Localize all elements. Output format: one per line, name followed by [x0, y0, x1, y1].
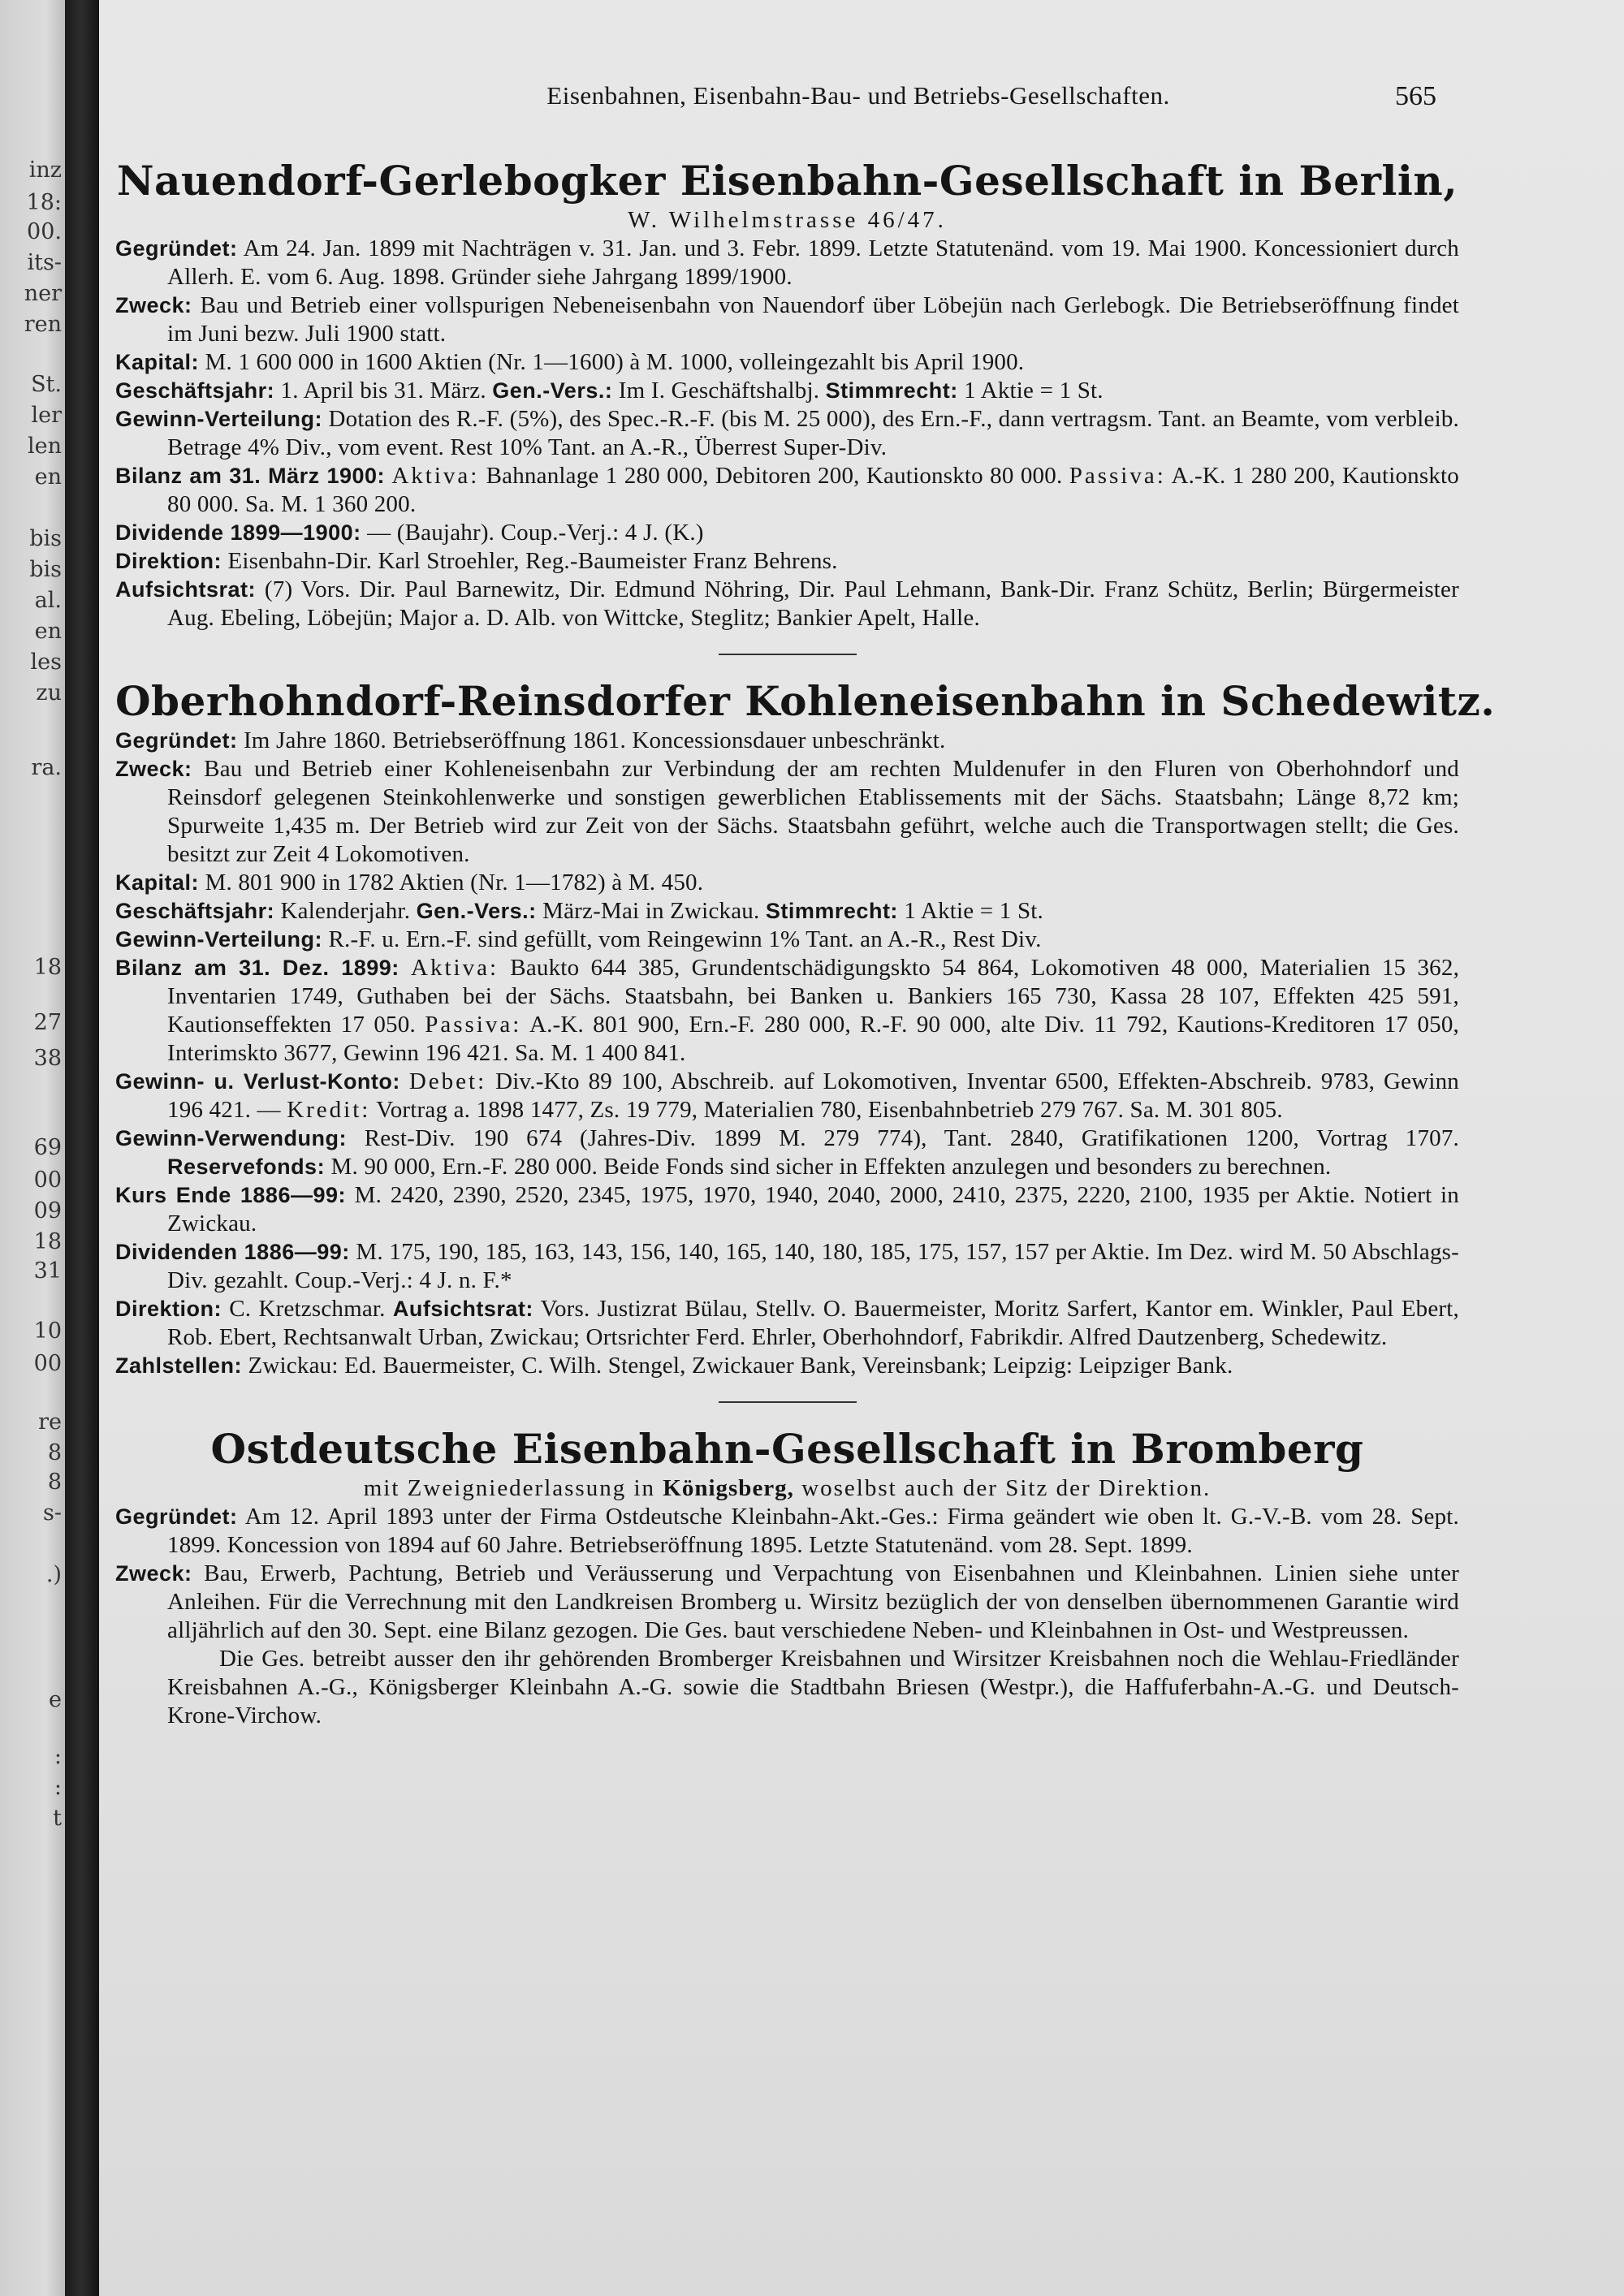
entry-text: Bahnanlage 1 280 000, Debitoren 200, Kautionskto 80 000. [486, 463, 1063, 489]
entry-subhead: Passiva: [425, 1012, 522, 1038]
entry-text: Eisenbahn-Dir. Karl Stroehler, Reg.-Baumeister Franz Behrens. [227, 548, 838, 574]
entry-text: Vortrag a. 1898 1477, Zs. 19 779, Materialien 780, Eisenbahnbetrieb 279 767. Sa. M. 301 805. [376, 1097, 1283, 1123]
margin-fragment: en [34, 464, 62, 490]
margin-fragment: 69 [33, 1135, 62, 1160]
margin-fragment: 18: [26, 190, 62, 215]
entry-direktion [115, 1295, 1459, 1352]
margin-fragment: 00 [33, 1167, 62, 1193]
page-body [115, 81, 1496, 1730]
entry-zweck [115, 1560, 1459, 1645]
entry-label: Gen.-Vers.: [492, 378, 613, 403]
entry-text: M. 2420, 2390, 2520, 2345, 1975, 1970, 1940, 2040, 2000, 2410, 2375, 2220, 2100, 1935 per Aktie. Notiert in Zwickau. [167, 1182, 1459, 1236]
entry-label: Direktion: [115, 1297, 222, 1321]
running-head: Eisenbahnen, Eisenbahn-Bau- und Betriebs-Gesellschaften. [546, 81, 1170, 110]
entry-label: Gen.-Vers.: [416, 899, 537, 923]
entry-bilanz [115, 954, 1459, 1068]
entry-text: Dotation des R.-F. (5%), des Spec.-R.-F. (bis M. 25 000), des Ern.-F., dann vertragsm. Tant. an Beamte, vom verbleib. Betrage 4% Div., vom event. Rest 10% Tant. an A.-R., Überrest Super-Div. [167, 406, 1459, 460]
entry-text: M. 90 000, Ern.-F. 280 000. Beide Fonds sind sicher in Effekten anzulegen und besonders zu berechnen. [330, 1154, 1332, 1180]
entry-label: Zahlstellen: [115, 1353, 243, 1378]
margin-fragment: 8 [47, 1440, 62, 1465]
company-nauendorf [115, 156, 1459, 632]
entry-text: Bau und Betrieb einer vollspurigen Nebeneisenbahn von Nauendorf über Löbejün nach Gerlebogk. Die Betriebseröffnung findet im Juni bezw. Juli 1900 statt. [167, 292, 1460, 347]
entry-label: Gewinn-Verwendung: [115, 1126, 348, 1150]
margin-fragment: 18 [33, 1229, 62, 1254]
margin-fragment: les [30, 650, 62, 675]
entry-gewinn-verlust [115, 1068, 1459, 1124]
entry-label: Geschäftsjahr: [115, 899, 275, 923]
margin-fragment: al. [34, 588, 62, 613]
entry-text: Bau, Erwerb, Pachtung, Betrieb und Veräusserung und Verpachtung von Eisenbahnen und Kleinbahnen. Linien siehe unter Anleihen. Für die Verrechnung mit den Landkreisen Bromberg u. Wirsitz bezüglich der von denselben übernommenen Garantie wird alljährlich auf den 30. Sept. eine Bilanz gezogen. Die Ges. baut verschiedene Neben- und Kleinbahnen in Ost- und Westpreussen. [167, 1560, 1459, 1643]
entry-label: Gegründet: [115, 1504, 238, 1529]
entry-label: Gewinn-Verteilung: [115, 407, 323, 431]
entry-gewinnverwendung [115, 1124, 1459, 1181]
entry-text: Baukto 644 385, Grundentschädigungskto 54 864, Lokomotiven 48 000, Materialien 15 362, Inventarien 1749, Guthaben bei der Sächs. Staatsbahn, bei Banken u. Bankiers 165 730, Kassa 28 107, Effekten 425 591, Kautionseffekten 17 050. [167, 955, 1460, 1038]
entry-label: Aufsichtsrat: [115, 577, 257, 602]
entry-text: Im I. Geschäftshalbj. [618, 378, 820, 404]
entry-text: A.-K. 1 280 200, Kautionskto 80 000. Sa. M. 1 360 200. [167, 463, 1459, 517]
margin-fragment: 8 [47, 1470, 62, 1495]
entry-text: März-Mai in Zwickau. [542, 898, 760, 924]
subtitle-city: Königsberg, [663, 1475, 794, 1501]
entry-text: Zwickau: Ed. Bauermeister, C. Wilh. Stengel, Zwickauer Bank, Vereinsbank; Leipzig: Leipziger Bank. [248, 1353, 1233, 1379]
entry-label: Dividenden 1886—99: [115, 1240, 350, 1264]
entry-text: Bau und Betrieb einer Kohleneisenbahn zur Verbindung der am rechten Muldenufer in den Fluren von Oberhohndorf und Reinsdorf gelegenen Steinkohlenwerke und sonstigen gewerblichen Etablissements mit der Sächs. Staatsbahn; Länge 8,72 km; Spurweite 1,435 m. Der Betrieb wird zur Zeit von der Sächs. Staatsbahn geführt, welche auch die Transportwagen stellt; die Ges. besitzt zur Zeit 4 Lokomotiven. [167, 756, 1459, 867]
entry-geschaeftsjahr [115, 377, 1459, 405]
margin-fragment: inz [28, 158, 62, 183]
company-title: Oberhohndorf-Reinsdorfer Kohleneisenbahn in Schedewitz. [115, 677, 1496, 725]
margin-fragment: ner [24, 281, 62, 306]
entry-text: M. 175, 190, 185, 163, 143, 156, 140, 165, 140, 180, 185, 175, 157, 157 per Aktie. Im Dez. wird M. 50 Abschlags-Div. gezahlt. Coup.-Verj.: 4 J. n. F.* [167, 1239, 1459, 1293]
entry-text: Kalenderjahr. [280, 898, 411, 924]
entry-subhead: Passiva: [1069, 463, 1166, 489]
margin-fragment: .) [45, 1562, 62, 1587]
entry-label: Bilanz am 31. Dez. 1899: [115, 956, 400, 980]
margin-fragment: 10 [33, 1318, 62, 1344]
entry-label: Reservefonds: [167, 1154, 326, 1179]
margin-fragment: en [34, 619, 62, 644]
book-spine-gutter [65, 0, 99, 2296]
entry-text: 1 Aktie = 1 St. [964, 378, 1104, 404]
company-oberhohndorf [115, 676, 1496, 1380]
margin-fragment: : [54, 1744, 62, 1769]
entry-text: Am 24. Jan. 1899 mit Nachträgen v. 31. Jan. und 3. Febr. 1899. Letzte Statutenänd. vom 19. Mai 1900. Koncessioniert durch Allerh. E. vom 6. Aug. 1898. Gründer siehe Jahrgang 1899/1900. [167, 235, 1459, 290]
entry-subhead: Aktiva: [391, 463, 480, 489]
entry-gegruendet [115, 727, 1459, 755]
entry-label: Aufsichtsrat: [392, 1297, 533, 1321]
entry-label: Direktion: [115, 549, 222, 573]
entry-subhead: Kredit: [287, 1097, 371, 1123]
margin-fragment: 38 [33, 1046, 62, 1071]
entry-gegruendet [115, 235, 1459, 291]
entry-text: M. 801 900 in 1782 Aktien (Nr. 1—1782) à M. 450. [205, 870, 704, 896]
entry-text: R.-F. u. Ern.-F. sind gefüllt, vom Reingewinn 1% Tant. an A.-R., Rest Div. [328, 926, 1042, 952]
entry-text: Vors. Justizrat Bülau, Stellv. O. Bauermeister, Moritz Sarfert, Kantor em. Winkler, Paul Ebert, Rob. Ebert, Rechtsanwalt Urban, Zwickau; Ortsrichter Ferd. Ehrler, Oberhohndorf, Fabrikdir. Alfred Dautzenberg, Schedewitz. [167, 1296, 1460, 1350]
margin-fragment: 00 [33, 1351, 62, 1376]
entry-gewinnverteilung [115, 926, 1459, 954]
adjacent-page-edge [0, 0, 65, 2296]
section-divider [719, 1401, 857, 1403]
entry-text: 1. April bis 31. März. [280, 378, 486, 404]
entry-gegruendet [115, 1503, 1459, 1560]
entry-dividende [115, 519, 1459, 547]
company-subtitle [115, 1474, 1459, 1503]
entry-text: — (Baujahr). Coup.-Verj.: 4 J. (K.) [367, 520, 704, 546]
entry-extra-paragraph: Die Ges. betreibt ausser den ihr gehörenden Bromberger Kreisbahnen und Wirsitzer Kreisbahnen noch die Wehlau-Friedländer Kreisbahnen A.-G., Königsberger Kleinbahn A.-G. sowie die Stadtbahn Briesen (Westpr.), die Haffuferbahn-A.-G. und Deutsch-Krone-Virchow. [167, 1646, 1459, 1728]
entry-text: (7) Vors. Dir. Paul Barnewitz, Dir. Edmund Nöhring, Dir. Paul Lehmann, Bank-Dir. Franz Schütz, Berlin; Bürgermeister Aug. Ebeling, Löbejün; Major a. D. Alb. von Wittcke, Steglitz; Bankier Apelt, Halle. [167, 576, 1459, 631]
margin-fragment: s- [43, 1500, 62, 1526]
entry-dividenden [115, 1238, 1459, 1295]
entry-kapital [115, 869, 1459, 897]
entry-subhead: Debet: [408, 1068, 487, 1094]
entry-label: Kurs Ende 1886—99: [115, 1183, 346, 1207]
entry-label: Gewinn-Verteilung: [115, 927, 323, 952]
entry-label: Stimmrecht: [765, 899, 898, 923]
entry-text: C. Kretzschmar. [229, 1296, 386, 1322]
margin-fragment: : [54, 1775, 62, 1800]
company-ostdeutsche [115, 1424, 1459, 1730]
margin-fragment: 27 [33, 1010, 62, 1035]
margin-fragment: 31 [33, 1258, 62, 1284]
company-title: Ostdeutsche Eisenbahn-Gesellschaft in Bromberg [210, 1425, 1364, 1473]
margin-fragment: bis [29, 526, 62, 551]
entry-label: Gewinn- u. Verlust-Konto: [115, 1069, 400, 1094]
entry-label: Gegründet: [115, 728, 238, 753]
entry-kapital [115, 348, 1459, 377]
margin-fragment: 18 [33, 955, 62, 980]
margin-fragment: 09 [33, 1198, 62, 1224]
margin-fragment: re [38, 1409, 62, 1435]
entry-text: M. 1 600 000 in 1600 Aktien (Nr. 1—1600) à M. 1000, volleingezahlt bis April 1900. [205, 349, 1025, 375]
margin-fragment: St. [31, 372, 62, 397]
entry-text: Am 12. April 1893 unter der Firma Ostdeutsche Kleinbahn-Akt.-Ges.: Firma geändert wie oben lt. G.-V.-B. vom 28. Sept. 1899. Koncession von 1894 auf 60 Jahre. Betriebseröffnung 1895. Letzte Statutenänd. vom 28. Sept. 1899. [167, 1504, 1459, 1558]
margin-fragment: ler [31, 403, 62, 428]
entry-bilanz [115, 462, 1459, 519]
entry-label: Zweck: [115, 1561, 192, 1586]
company-address: W. Wilhelmstrasse 46/47. [628, 207, 947, 233]
page-number: 565 [1395, 81, 1436, 111]
entry-label: Gegründet: [115, 236, 238, 261]
entry-zweck [115, 755, 1459, 869]
margin-fragment: its- [27, 250, 62, 275]
entry-geschaeftsjahr [115, 897, 1459, 926]
entry-text: 1 Aktie = 1 St. [904, 898, 1043, 924]
entry-zahlstellen [115, 1352, 1459, 1380]
entry-label: Dividende 1899—1900: [115, 520, 361, 545]
margin-fragment: 00. [27, 219, 62, 244]
margin-fragment: ren [24, 312, 62, 337]
entry-label: Zweck: [115, 293, 192, 317]
entry-zweck [115, 291, 1459, 348]
entry-label: Geschäftsjahr: [115, 378, 275, 403]
entry-gewinnverteilung [115, 405, 1459, 462]
margin-fragment: zu [36, 680, 62, 706]
entry-subhead: Aktiva: [411, 955, 499, 981]
entry-label: Zweck: [115, 757, 192, 781]
entry-label: Kapital: [115, 870, 200, 895]
entry-kurs [115, 1181, 1459, 1238]
entry-direktion [115, 547, 1459, 576]
margin-fragment: ra. [31, 755, 62, 780]
company-title: Nauendorf-Gerlebogker Eisenbahn-Gesellschaft in Berlin, [116, 157, 1458, 205]
margin-fragment: t [53, 1806, 62, 1831]
subtitle-text: mit Zweigniederlassung in [363, 1475, 656, 1501]
entry-text: A.-K. 801 900, Ern.-F. 280 000, R.-F. 90 000, alte Div. 11 792, Kautions-Kreditoren 17 050, Interimskto 3677, Gewinn 196 421. Sa. M. 1 400 841. [167, 1012, 1459, 1066]
margin-fragment: bis [29, 557, 62, 582]
entry-text: Rest-Div. 190 674 (Jahres-Div. 1899 M. 279 774), Tant. 2840, Gratifikationen 1200, Vortrag 1707. [364, 1125, 1459, 1151]
section-divider [719, 654, 857, 655]
margin-fragment: len [27, 434, 62, 459]
margin-fragment: e [49, 1687, 62, 1712]
entry-label: Stimmrecht: [825, 378, 958, 403]
subtitle-text: woselbst auch der Sitz der Direktion. [801, 1475, 1212, 1501]
entry-text: Div.-Kto 89 100, Abschreib. auf Lokomotiven, Inventar 6500, Effekten-Abschreib. 9783, Gewinn 196 421. — [167, 1068, 1460, 1123]
entry-label: Kapital: [115, 350, 200, 374]
entry-aufsichtsrat [115, 576, 1459, 632]
book-page [99, 0, 1624, 2296]
entry-text: Im Jahre 1860. Betriebseröffnung 1861. Koncessionsdauer unbeschränkt. [243, 727, 946, 753]
entry-label: Bilanz am 31. März 1900: [115, 464, 386, 488]
